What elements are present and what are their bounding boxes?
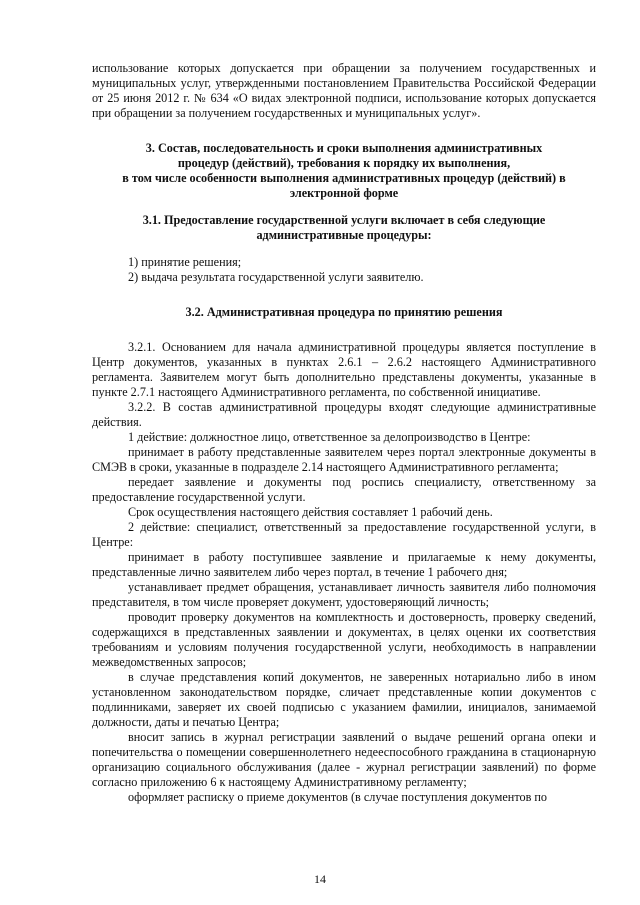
heading-line: административные процедуры: bbox=[256, 228, 432, 242]
list-item: 2) выдача результата государственной услуги заявителю. bbox=[128, 270, 424, 284]
procedures-list bbox=[92, 255, 596, 285]
page-number: 14 bbox=[314, 872, 326, 886]
body-paragraph: 1 действие: должностное лицо, ответственное за делопроизводство в Центре: bbox=[128, 430, 531, 444]
heading-line: процедур (действий), требования к порядку их выполнения, bbox=[177, 156, 511, 170]
body-paragraph: принимает в работу представленные заявителем через портал электронные документы в СМЭВ в сроки, указанные в подразделе 2.14 настоящего Административного регламента; bbox=[92, 445, 596, 474]
body-paragraph: 3.2.1. Основанием для начала административной процедуры является поступление в Центр документов, указанных в пунктах 2.6.1 – 2.6.2 настоящего Административного регламента. Заявителем могут быть дополнительно представлены документы, указанные в пункте 2.7.1 настоящего Административного регламента, по собственной инициативе. bbox=[92, 340, 596, 399]
document-page bbox=[92, 61, 596, 805]
list-item: 1) принятие решения; bbox=[128, 255, 242, 269]
section-3-heading bbox=[92, 141, 596, 201]
heading-line: в том числе особенности выполнения административных процедур (действий) в bbox=[122, 171, 566, 185]
body-paragraph: 3.2.2. В состав административной процедуры входят следующие административные действия. bbox=[92, 400, 596, 429]
body-paragraph: в случае представления копий документов, не заверенных нотариально либо в ином установленном законодательством порядке, сличает представленные копии документов с подлинниками, заверяет их своей подписью с указанием фамилии, инициалов, занимаемой должности, даты и печатью Центра; bbox=[92, 670, 596, 729]
heading-line: электронной форме bbox=[289, 186, 399, 200]
heading-line: 3.1. Предоставление государственной услуги включает в себя следующие bbox=[142, 213, 546, 227]
section-3-2-body bbox=[92, 340, 596, 805]
body-paragraph: передает заявление и документы под роспись специалисту, ответственному за предоставление государственной услуги. bbox=[92, 475, 596, 504]
body-paragraph: вносит запись в журнал регистрации заявлений о выдаче решений органа опеки и попечительства о помещении совершеннолетнего недееспособного гражданина в стационарную организацию социального обслуживания (далее - журнал регистрации заявлений) по форме согласно приложению 6 к настоящему Административному регламенту; bbox=[92, 730, 596, 789]
body-paragraph: проводит проверку документов на комплектность и достоверность, проверку сведений, содержащихся в представленных заявлении и документах, в целях оценки их соответствия требованиям и условиям получения государственной услуги, необходимость в направлении межведомственных запросов; bbox=[92, 610, 596, 669]
heading-line: 3. Состав, последовательность и сроки выполнения административных bbox=[145, 141, 543, 155]
section-3-2-heading: 3.2. Административная процедура по принятию решения bbox=[185, 305, 503, 319]
body-paragraph: принимает в работу поступившее заявление и прилагаемые к нему документы, представленные лично заявителем либо через портал, в течение 1 рабочего дня; bbox=[92, 550, 596, 579]
body-paragraph: 2 действие: специалист, ответственный за предоставление государственной услуги, в Центре: bbox=[92, 520, 596, 549]
intro-paragraph: использование которых допускается при обращении за получением государственных и муниципальных услуг, утвержденными постановлением Правительства Российской Федерации от 25 июня 2012 г. № 634 «О видах электронной подписи, использование которых допускается при обращении за получением государственных и муниципальных услуг». bbox=[92, 61, 596, 120]
section-3-1-heading bbox=[92, 213, 596, 243]
body-paragraph: оформляет расписку о приеме документов (в случае поступления документов по bbox=[128, 790, 548, 804]
body-paragraph: устанавливает предмет обращения, устанавливает личность заявителя либо полномочия представителя, в том числе проверяет документ, удостоверяющий личность; bbox=[92, 580, 596, 609]
body-paragraph: Срок осуществления настоящего действия составляет 1 рабочий день. bbox=[128, 505, 493, 519]
